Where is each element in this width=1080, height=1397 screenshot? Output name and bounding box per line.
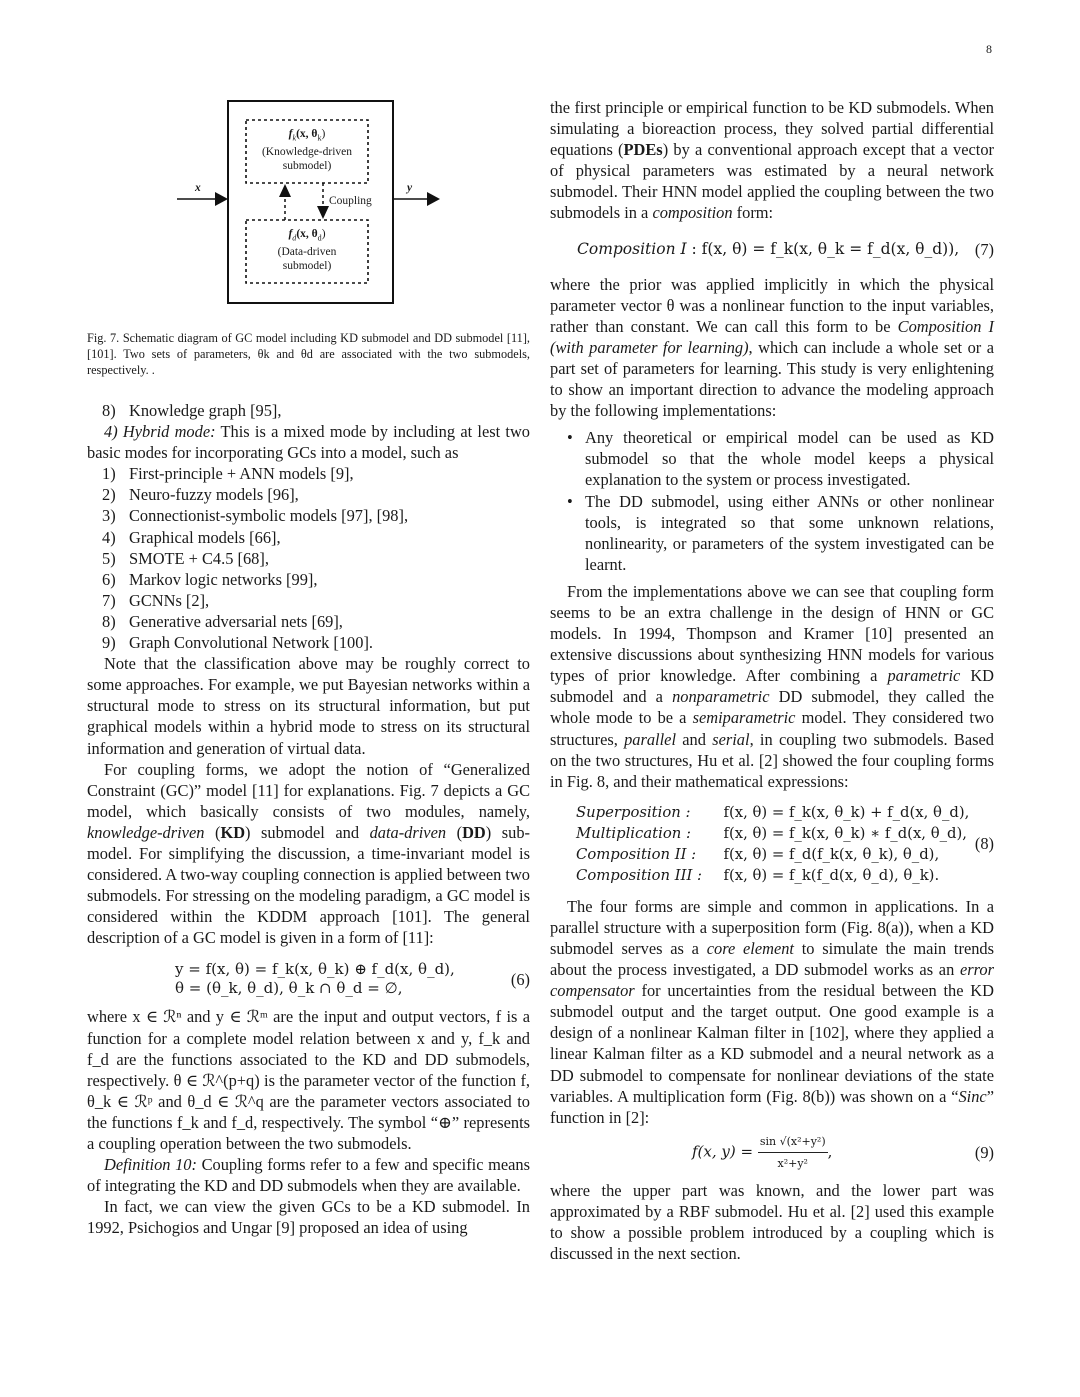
equation-7: [550, 238, 994, 262]
kd-name-line-1: (Knowledge-driven: [261, 146, 353, 159]
equation-7-number: (7): [974, 240, 994, 260]
equation-8-number: (8): [974, 834, 994, 854]
list-item: 4) Graphical models [66],: [102, 527, 281, 547]
equation-6-line-1: y = f(x, θ) = f_k(x, θ_k) ⊕ f_d(x, θ_d),: [175, 960, 455, 979]
output-arrow-head: [427, 192, 440, 206]
coupling-down-arrowhead: [317, 206, 329, 219]
equation-8-row: Composition III : f(x, θ) = f_k(f_d(x, θ_d), θ_k).: [576, 866, 940, 884]
equation-8-row: Composition II : f(x, θ) = f_d(f_k(x, θ_k), θ_d),: [576, 845, 940, 863]
hybrid-mode-paragraph: 4) Hybrid mode: This is a mixed mode by including at lest two basic modes for incorporating GCs into a model, such as: [87, 422, 531, 463]
list-item: 6) Markov logic networks [99],: [102, 569, 318, 589]
four-forms-paragraph: The four forms are simple and common in applications. In a parallel structure with a superposition form (Fig. 8(a)), when a KD submodel serves as a core element to simulate the main trends about the process investigated, a DD submodel works as an error compensator for uncertainties from the residual between the KD submodel output and the target output. One good example is a design of a nonlinear Kalman filter in [102], where they applied a linear Kalman filter as a KD submodel and a neural network as a DD submodel to compensate for nonlinear deviations of the state variables. A multiplication form (Fig. 8(b)) was shown on a “Sinc” function in [2]:: [550, 896, 994, 1127]
equation-6: [87, 960, 530, 998]
equation-9-denominator: x²+y²: [777, 1157, 808, 1171]
left-column: [87, 97, 530, 1238]
list-item: • Any theoretical or empirical model can be used as KD submodel so that the whole model keeps a physical explanation to the system or process investigated.: [567, 428, 994, 490]
list-item: 2) Neuro-fuzzy models [96],: [102, 485, 299, 505]
equation-7-label: Composition I: [577, 240, 687, 259]
equation-6-number: (6): [510, 969, 530, 989]
input-x-label: x: [195, 182, 201, 194]
variables-definition-paragraph: where x ∈ ℛⁿ and y ∈ ℛᵐ are the input and output vectors, f is a function for a complete model relation between x and y, f_k and f_d are the functions associated to the KD and DD submodels, respectively. θ ∈ ℛ^(p+q) is the parameter vector of the function f, θ_k ∈ ℛᵖ and θ_d ∈ ℛ^q are the parameter vectors associated to the functions f_k and f_d, respectively. The symbol “⊕” represents a coupling operation between the two submodels.: [87, 1007, 530, 1153]
input-arrow-head: [215, 192, 228, 206]
equation-9-number: (9): [974, 1143, 994, 1163]
coupling-label: Coupling: [329, 195, 372, 207]
dd-name-line-1: (Data-driven: [277, 246, 337, 259]
equation-9-numerator: sin √(x²+y²): [758, 1131, 828, 1153]
equation-8-system: [576, 802, 994, 886]
kd-function: $f_k(x$, $\theta_k$): [288, 128, 326, 143]
hybrid-mode-heading: 4) Hybrid mode:: [104, 422, 216, 442]
classification-note-paragraph: Note that the classification above may be roughly correct to some approaches. For example, we put Bayesian networks within a structural mode to stress on its structural information, but put graphical models within a hybrid mode to stress on its structural information and generation of virtual data.: [87, 654, 530, 758]
equation-6-line-2: θ = (θ_k, θ_d), θ_k ∩ θ_d = ∅,: [175, 979, 403, 998]
definition-10-heading: Definition 10:: [104, 1155, 197, 1175]
kd-submodel-label: [246, 127, 368, 173]
list-item: 9) Graph Convolutional Network [100].: [102, 633, 373, 653]
output-y-label: y: [407, 182, 413, 194]
figure-7-caption: Fig. 7. Schematic diagram of GC model including KD submodel and DD submodel [11], [101]. Two sets of parameters, θk and θd are associated with the two submodels, respectively. .: [87, 331, 530, 377]
equation-8: [550, 802, 994, 886]
equation-9-fraction: [758, 1131, 828, 1174]
bullet-icon: •: [567, 428, 573, 448]
rbf-paragraph: where the upper part was known, and the lower part was approximated by a RBF submodel. Hu et al. [2] used this example to show a possible problem introduced by a coupling which is discussed in the next section.: [550, 1180, 994, 1264]
equation-9-lhs: f(x, y) =: [692, 1142, 758, 1161]
equation-9: f(x, y) = $\frac{\text{sin √(x²+y²)}}{\text{x²+y²}}$ , (9): [550, 1134, 994, 1172]
figure-7-diagram: [87, 97, 530, 322]
list-item: 7) GCNNs [2],: [102, 590, 210, 610]
bullet-icon: •: [567, 491, 573, 511]
hnn-continuation-paragraph: the first principle or empirical function to be KD submodels. When simulating a bioreaction process, they solved partial differential equations (PDEs) by a conventional approach except that a vector of physical parameters was estimated by a neural network submodel. Their HNN model applied the coupling between the two submodels in a composition form:: [550, 98, 995, 223]
structural-mode-list-tail: [87, 400, 530, 421]
dd-function: $f_d(x$, $\theta_d$): [288, 228, 326, 243]
thompson-kramer-paragraph: From the implementations above we can see that coupling form seems to be an extra challenge in the design of HNN or GC models. In 1994, Thompson and Kramer [10] presented an extensive discussions about synthesizing HNN models for various types of prior knowledge. After combining a parametric KD submodel and a nonparametric DD submodel, they called the whole mode to be a semiparametric model. They considered two structures, parallel and serial, in coupling two submodels. Based on the two structures, Hu et al. [2] showed the four coupling forms in Fig. 8, and their mathematical expressions:: [550, 581, 994, 791]
right-column: [550, 97, 994, 1264]
page-number: 8: [986, 42, 992, 56]
prior-paragraph: where the prior was applied implicitly in which the physical parameter vector θ was a nonlinear function to the input variables, rather than constant. We can call this form to be Composition I (with parameter for learning), which can include a whole set or a part set of parameters for learning. This study is very enlightening to show an important direction to advance the modeling approach by the following implementations:: [550, 274, 995, 421]
dd-submodel-label: [246, 227, 368, 273]
hybrid-mode-list: [87, 463, 530, 653]
implementations-list: [550, 427, 994, 575]
list-item: 8) Generative adversarial nets [69],: [102, 611, 343, 631]
definition-10-paragraph: Definition 10: Coupling forms refer to a few and specific means of integrating the KD and DD submodels when they are available.: [87, 1155, 530, 1196]
equation-7-body: : f(x, θ) = f_k(x, θ_k = f_d(x, θ_d)),: [686, 240, 960, 259]
coupling-forms-paragraph: For coupling forms, we adopt the notion of “Generalized Constraint (GC)” model [11] for explanations. Fig. 7 depicts a GC model, which basically consists of two modules, namely, knowledge-driven (KD) submodel and data-driven (DD) sub-model. For simplifying the discussion, a time-invariant model is considered. A two-way coupling connection is applied between two submodels. For stressing on the modeling paradigm, a GC model is considered within the KDDM approach [101]. The general description of a GC model is given in a form of [11]:: [87, 759, 530, 948]
equation-8-row: Multiplication : f(x, θ) = f_k(x, θ_k) ∗ f_d(x, θ_d),: [576, 824, 967, 842]
coupling-up-arrowhead: [279, 184, 291, 197]
list-item: 8) Knowledge graph [95],: [102, 401, 282, 420]
list-item: 1) First-principle + ANN models [9],: [102, 464, 354, 484]
dd-name-line-2: submodel): [282, 260, 332, 273]
list-item: • The DD submodel, using either ANNs or other nonlinear tools, is integrated so that some unknown relations, nonlinearity, or parameters of the system investigated can be learnt.: [567, 491, 994, 574]
list-item: 3) Connectionist-symbolic models [97], [98],: [102, 506, 409, 526]
list-item: 5) SMOTE + C4.5 [68],: [102, 548, 269, 568]
kd-name-line-2: submodel): [282, 160, 332, 173]
equation-8-row: Superposition : f(x, θ) = f_k(x, θ_k) + f_d(x, θ_d),: [576, 803, 970, 821]
psichogios-paragraph: In fact, we can view the given GCs to be a KD submodel. In 1992, Psichogios and Ungar [9] proposed an idea of using: [87, 1197, 530, 1238]
